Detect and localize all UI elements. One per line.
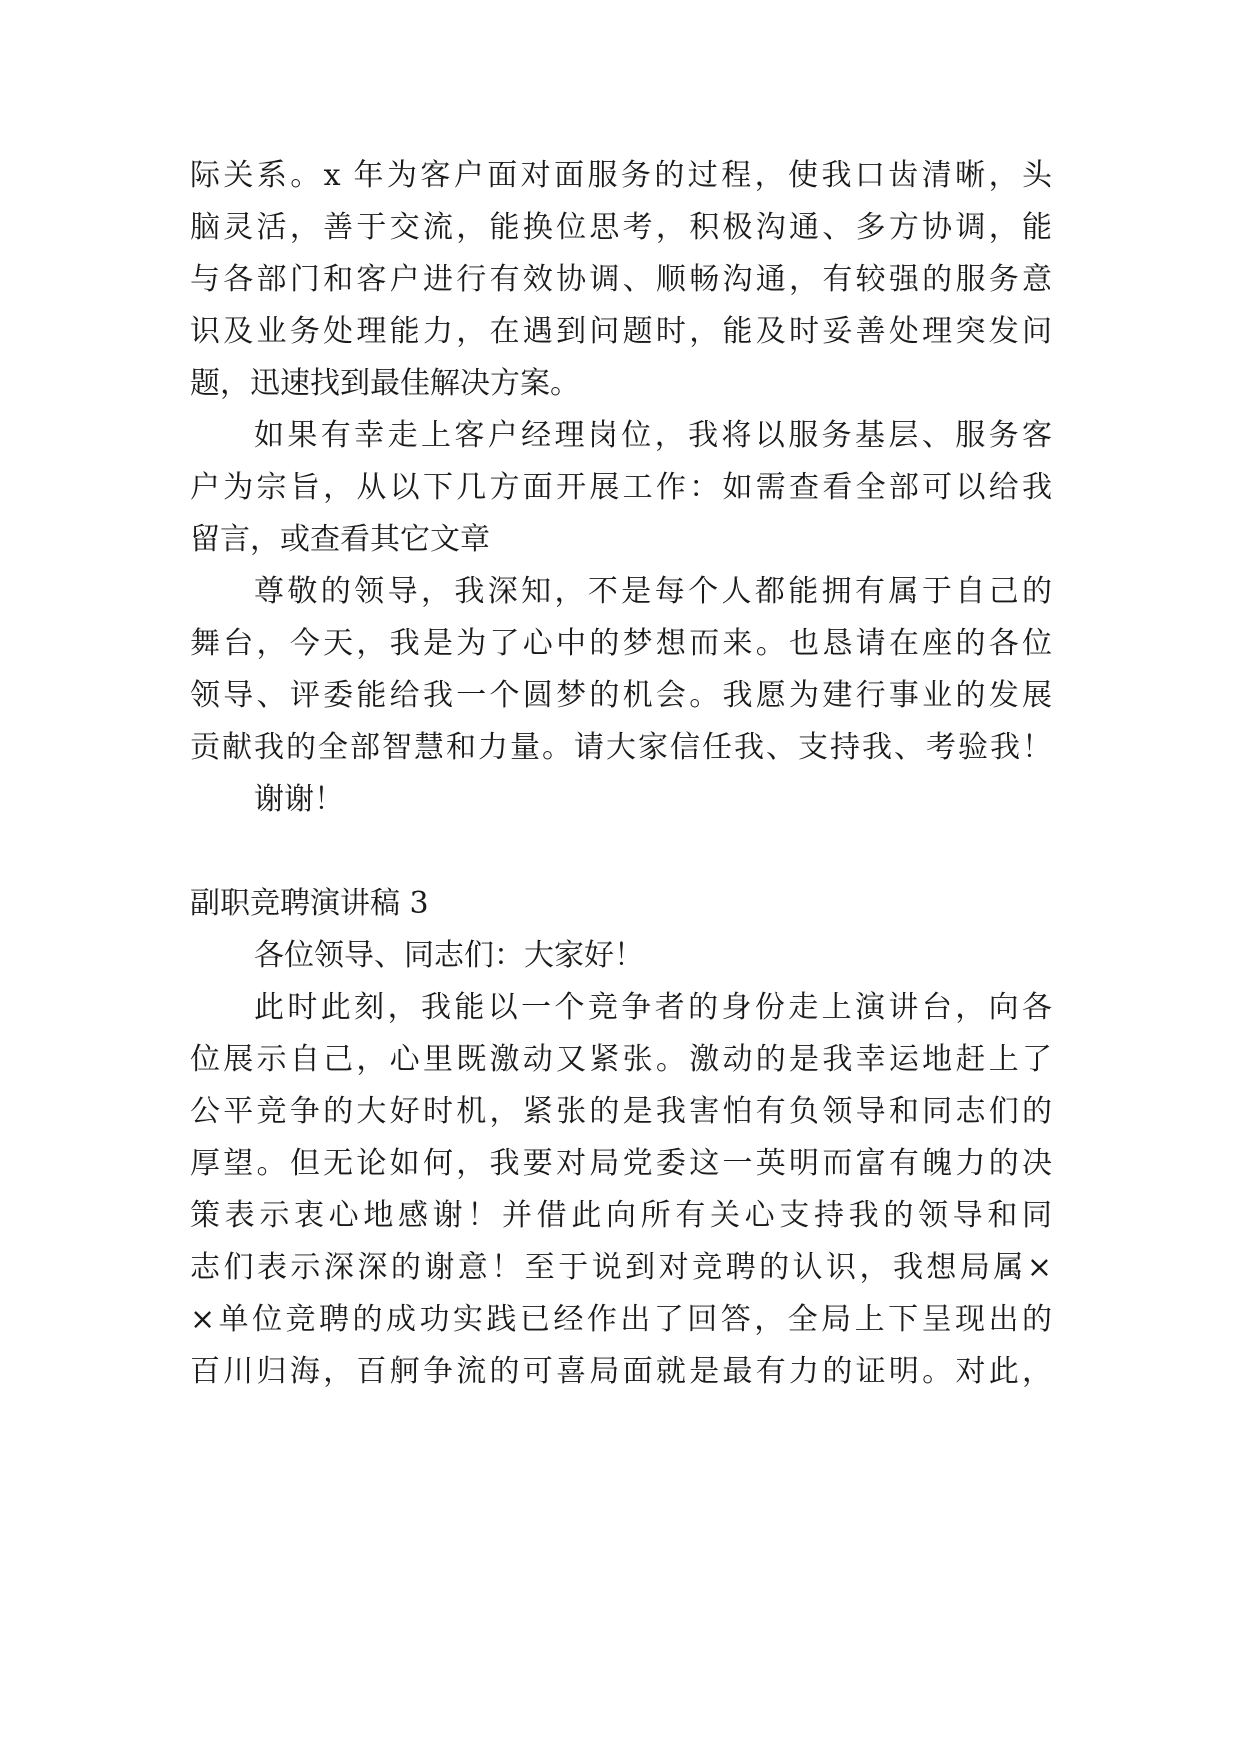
text-line: 百川归海，百舸争流的可喜局面就是最有力的证明。对此， <box>190 1354 1052 1389</box>
text-line: 尊敬的领导，我深知，不是每个人都能拥有属于自己的 <box>254 574 1052 609</box>
text-line: 舞台，今天，我是为了心中的梦想而来。也恳请在座的各位 <box>190 626 1052 661</box>
text-line: 与各部门和客户进行有效协调、顺畅沟通，有较强的服务意 <box>190 262 1052 297</box>
text-line: 识及业务处理能力，在遇到问题时，能及时妥善处理突发问 <box>190 314 1052 349</box>
salutation: 各位领导、同志们：大家好！ <box>254 938 644 973</box>
text-line: 脑灵活，善于交流，能换位思考，积极沟通、多方协调，能 <box>190 210 1052 245</box>
section-heading: 副职竞聘演讲稿 3 <box>190 886 429 921</box>
text-line: 留言，或查看其它文章 <box>190 522 490 557</box>
text-line: ×单位竞聘的成功实践已经作出了回答，全局上下呈现出的 <box>190 1302 1052 1337</box>
text-line: 户为宗旨，从以下几方面开展工作：如需查看全部可以给我 <box>190 470 1052 505</box>
text-line: 谢谢！ <box>254 782 344 817</box>
text-line: 此时此刻，我能以一个竞争者的身份走上演讲台，向各 <box>254 990 1052 1025</box>
text-line: 际关系。x 年为客户面对面服务的过程，使我口齿清晰，头 <box>190 158 1052 193</box>
text-line: 位展示自己，心里既激动又紧张。激动的是我幸运地赶上了 <box>190 1042 1052 1077</box>
text-line: 策表示衷心地感谢！并借此向所有关心支持我的领导和同 <box>190 1198 1052 1233</box>
text-line: 领导、评委能给我一个圆梦的机会。我愿为建行事业的发展 <box>190 678 1052 713</box>
text-line: 公平竞争的大好时机，紧张的是我害怕有负领导和同志们的 <box>190 1094 1052 1129</box>
text-line: 题，迅速找到最佳解决方案。 <box>190 366 580 401</box>
text-line: 如果有幸走上客户经理岗位，我将以服务基层、服务客 <box>254 418 1052 453</box>
text-line: 贡献我的全部智慧和力量。请大家信任我、支持我、考验我！ <box>190 730 1052 765</box>
text-line: 志们表示深深的谢意！至于说到对竞聘的认识，我想局属× <box>190 1250 1052 1285</box>
text-line: 厚望。但无论如何，我要对局党委这一英明而富有魄力的决 <box>190 1146 1052 1181</box>
